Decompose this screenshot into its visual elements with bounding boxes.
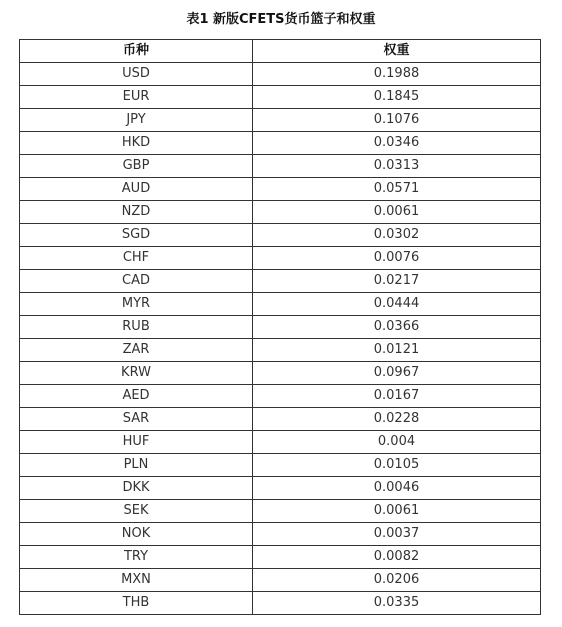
currency-code-cell: NOK: [20, 523, 253, 546]
weight-value-cell: 0.0206: [253, 569, 541, 592]
currency-code-cell: ZAR: [20, 339, 253, 362]
weight-value-cell: 0.0346: [253, 132, 541, 155]
weight-value-cell: 0.0302: [253, 224, 541, 247]
weight-value-cell: 0.0444: [253, 293, 541, 316]
table-row: [20, 408, 541, 431]
table-row: [20, 500, 541, 523]
table-row: [20, 339, 541, 362]
weight-value-cell: 0.0571: [253, 178, 541, 201]
weight-value-cell: 0.0046: [253, 477, 541, 500]
table-row: [20, 316, 541, 339]
weight-value-cell: 0.0313: [253, 155, 541, 178]
currency-code-cell: AUD: [20, 178, 253, 201]
weight-value-cell: 0.0335: [253, 592, 541, 615]
weight-value-cell: 0.1845: [253, 86, 541, 109]
column-header-weight: 权重: [253, 40, 541, 63]
currency-code-cell: MYR: [20, 293, 253, 316]
weight-value-cell: 0.0217: [253, 270, 541, 293]
weight-value-cell: 0.004: [253, 431, 541, 454]
currency-code-cell: CHF: [20, 247, 253, 270]
currency-code-cell: SEK: [20, 500, 253, 523]
currency-code-cell: SAR: [20, 408, 253, 431]
weight-value-cell: 0.0105: [253, 454, 541, 477]
weight-value-cell: 0.1076: [253, 109, 541, 132]
table-header-row: [20, 40, 541, 63]
currency-code-cell: DKK: [20, 477, 253, 500]
table-row: [20, 247, 541, 270]
column-header-currency: 币种: [20, 40, 253, 63]
weight-value-cell: 0.0228: [253, 408, 541, 431]
currency-code-cell: MXN: [20, 569, 253, 592]
table-row: [20, 109, 541, 132]
table-title: 表1 新版CFETS货币篮子和权重: [186, 12, 376, 27]
currency-code-cell: HUF: [20, 431, 253, 454]
currency-code-cell: KRW: [20, 362, 253, 385]
table-row: [20, 293, 541, 316]
currency-code-cell: HKD: [20, 132, 253, 155]
table-row: [20, 454, 541, 477]
currency-code-cell: RUB: [20, 316, 253, 339]
table-row: [20, 201, 541, 224]
weight-value-cell: 0.0082: [253, 546, 541, 569]
currency-weight-table: [19, 39, 541, 615]
currency-code-cell: AED: [20, 385, 253, 408]
weight-value-cell: 0.0061: [253, 500, 541, 523]
currency-code-cell: CAD: [20, 270, 253, 293]
currency-code-cell: THB: [20, 592, 253, 615]
table-row: [20, 178, 541, 201]
weight-value-cell: 0.0167: [253, 385, 541, 408]
table-row: [20, 132, 541, 155]
currency-code-cell: NZD: [20, 201, 253, 224]
table-row: [20, 385, 541, 408]
weight-value-cell: 0.0366: [253, 316, 541, 339]
currency-code-cell: USD: [20, 63, 253, 86]
weight-value-cell: 0.0121: [253, 339, 541, 362]
table-body: [20, 63, 541, 615]
table-row: [20, 592, 541, 615]
weight-value-cell: 0.0037: [253, 523, 541, 546]
weight-value-cell: 0.0061: [253, 201, 541, 224]
currency-code-cell: GBP: [20, 155, 253, 178]
table-row: [20, 63, 541, 86]
weight-value-cell: 0.1988: [253, 63, 541, 86]
table-row: [20, 477, 541, 500]
table-row: [20, 523, 541, 546]
table-row: [20, 224, 541, 247]
table-row: [20, 155, 541, 178]
currency-code-cell: SGD: [20, 224, 253, 247]
weight-value-cell: 0.0967: [253, 362, 541, 385]
currency-code-cell: PLN: [20, 454, 253, 477]
weight-value-cell: 0.0076: [253, 247, 541, 270]
currency-code-cell: JPY: [20, 109, 253, 132]
table-row: [20, 362, 541, 385]
table-row: [20, 86, 541, 109]
currency-code-cell: EUR: [20, 86, 253, 109]
table-row: [20, 546, 541, 569]
currency-code-cell: TRY: [20, 546, 253, 569]
table-row: [20, 270, 541, 293]
table-row: [20, 569, 541, 592]
table-row: [20, 431, 541, 454]
